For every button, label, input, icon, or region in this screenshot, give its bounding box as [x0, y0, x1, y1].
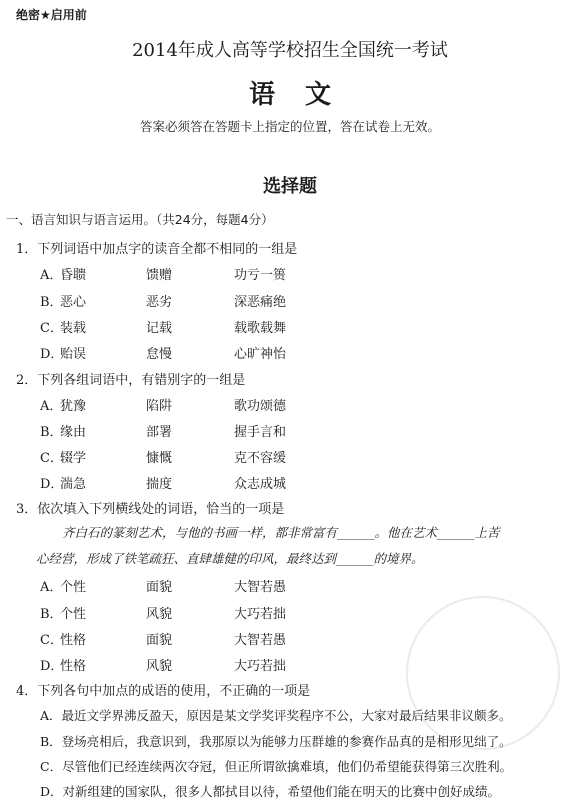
q2-option-b-word3: 握手言和 [234, 425, 287, 440]
q1-option-a-word3: 功亏一篑 [234, 268, 287, 283]
q2-option-c-word2: 慷慨 [146, 451, 173, 466]
q4-option-c: C．尽管他们已经连续两次夺冠，但正所谓欲擒难填，他们仍希望能获得第三次胜利。 [40, 759, 513, 774]
q3-option-b-word2: 风貌 [146, 607, 173, 622]
q3-option-a-word2: 面貌 [146, 580, 173, 595]
q2-option-c-letter: C． [40, 451, 63, 466]
q4-option-a: A．最近文学界沸反盈天，原因是某文学奖评奖程序不公，大家对最后结果非议颇多。 [40, 708, 512, 723]
question-3-stem: 3．依次填入下列横线处的词语，恰当的一项是 [16, 502, 285, 517]
q3-option-c-word1: 性格 [60, 633, 87, 648]
q2-option-a-letter: A． [40, 399, 63, 414]
q2-option-c-word3: 克不容缓 [234, 451, 287, 466]
part-title: 一、语言知识与语言运用。（共24分，每题4分） [6, 212, 274, 227]
q1-option-a-word2: 馈赠 [146, 268, 173, 283]
q1-option-b-word2: 恶劣 [146, 295, 173, 310]
q3-option-d-letter: D． [40, 659, 64, 674]
q3-option-d-word2: 风貌 [146, 659, 173, 674]
faint-watermark-seal [406, 596, 560, 750]
q1-option-a-word1: 昏聩 [60, 268, 87, 283]
q2-option-c-word1: 辍学 [60, 451, 87, 466]
q2-option-a-word3: 歌功颂德 [234, 399, 287, 414]
q1-option-b-word1: 恶心 [60, 295, 87, 310]
q1-option-c-letter: C． [40, 321, 63, 336]
q2-option-a-word2: 陷阱 [146, 399, 173, 414]
q1-option-c-word3: 载歌载舞 [234, 321, 287, 336]
q3-option-a-word1: 个性 [60, 580, 87, 595]
q1-option-b-word3: 深恶痛绝 [234, 295, 287, 310]
q3-option-d-word3: 大巧若拙 [234, 659, 287, 674]
q1-option-a-letter: A． [40, 268, 63, 283]
q3-passage-line-1: 齐白石的篆刻艺术，与他的书画一样，都非常富有______。他在艺术______上苦 [62, 525, 500, 540]
q2-option-d-word3: 众志成城 [234, 477, 287, 492]
q3-option-c-word3: 大智若愚 [234, 633, 287, 648]
q3-option-a-word3: 大智若愚 [234, 580, 287, 595]
q3-option-c-word2: 面貌 [146, 633, 173, 648]
question-2-stem: 2．下列各组词语中，有错别字的一组是 [16, 373, 246, 388]
q4-option-d: D．对新组建的国家队，很多人都拭目以待，希望他们能在明天的比赛中创好成绩。 [40, 784, 501, 799]
q3-option-d-word1: 性格 [60, 659, 87, 674]
q2-option-a-word1: 犹豫 [60, 399, 87, 414]
q3-option-b-letter: B． [40, 607, 63, 622]
q4-option-b: B．登场亮相后，我意识到，我那原以为能够力压群雄的参赛作品真的是相形见绌了。 [40, 734, 512, 749]
q3-option-b-word3: 大巧若拙 [234, 607, 287, 622]
q1-option-b-letter: B． [40, 295, 63, 310]
question-4-stem: 4．下列各句中加点的成语的使用，不正确的一项是 [16, 684, 311, 699]
q2-option-d-word2: 揣度 [146, 477, 173, 492]
q1-option-c-word2: 记载 [146, 321, 173, 336]
q1-option-d-word3: 心旷神怡 [234, 347, 287, 362]
subject-title: 语文 [248, 80, 361, 110]
confidential-label: 绝密★启用前 [16, 8, 87, 22]
q1-option-d-letter: D． [40, 347, 64, 362]
q3-option-c-letter: C． [40, 633, 63, 648]
exam-title: 2014年成人高等学校招生全国统一考试 [132, 40, 448, 61]
q3-passage-line-2: 心经营，形成了铁笔疏狂、直肆雄健的印风，最终达到______的境界。 [36, 551, 424, 566]
answer-notice: 答案必须答在答题卡上指定的位置，答在试卷上无效。 [139, 119, 440, 134]
section-title: 选择题 [263, 176, 317, 197]
q1-option-d-word1: 贻误 [60, 347, 87, 362]
q3-option-b-word1: 个性 [60, 607, 87, 622]
q3-option-a-letter: A． [40, 580, 63, 595]
q2-option-b-word2: 部署 [146, 425, 173, 440]
q2-option-b-letter: B． [40, 425, 63, 440]
q1-option-d-word2: 怠慢 [146, 347, 173, 362]
q2-option-b-word1: 缘由 [60, 425, 87, 440]
question-1-stem: 1．下列词语中加点字的读音全都不相同的一组是 [16, 242, 298, 257]
q2-option-d-letter: D． [40, 477, 64, 492]
q1-option-c-word1: 装载 [60, 321, 87, 336]
q2-option-d-word1: 湍急 [60, 477, 87, 492]
